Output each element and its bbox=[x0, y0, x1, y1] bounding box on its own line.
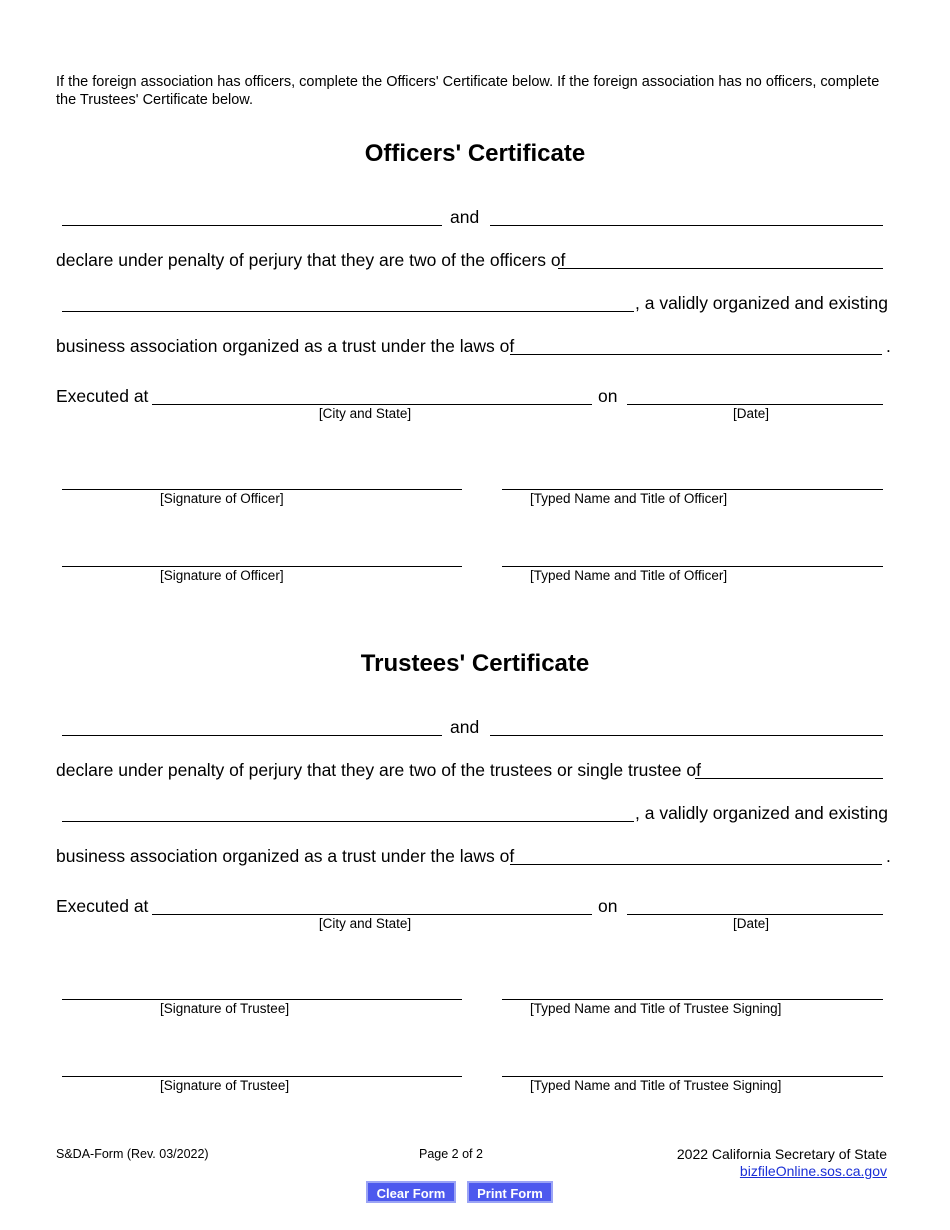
officer-1-name-field[interactable] bbox=[62, 205, 442, 226]
trustees-business-text: business association organized as a trust under the laws of bbox=[56, 846, 515, 866]
clear-form-button[interactable]: Clear Form bbox=[366, 1181, 456, 1203]
officer-2-typed-name-caption: [Typed Name and Title of Officer] bbox=[530, 568, 728, 583]
trustees-association-field[interactable] bbox=[695, 758, 883, 779]
trustees-association-name-field[interactable] bbox=[62, 801, 634, 822]
officers-date-caption: [Date] bbox=[732, 406, 770, 421]
officers-date-field[interactable] bbox=[627, 384, 883, 405]
trustees-city-state-field[interactable] bbox=[152, 894, 592, 915]
trustee-2-typed-name-caption: [Typed Name and Title of Trustee Signing] bbox=[530, 1078, 782, 1093]
trustee-1-signature-field[interactable] bbox=[62, 989, 462, 1000]
trustee-1-typed-name-caption: [Typed Name and Title of Trustee Signing] bbox=[530, 1001, 782, 1016]
officers-and-text: and bbox=[450, 207, 480, 227]
trustee-1-name-field[interactable] bbox=[62, 715, 442, 736]
print-form-button[interactable]: Print Form bbox=[467, 1181, 553, 1203]
officer-2-name-field[interactable] bbox=[490, 205, 883, 226]
trustees-date-field[interactable] bbox=[627, 894, 883, 915]
trustees-laws-of-field[interactable] bbox=[510, 844, 882, 865]
officers-city-caption: [City and State] bbox=[318, 406, 412, 421]
officers-association-field[interactable] bbox=[558, 248, 883, 269]
form-id: S&DA-Form (Rev. 03/2022) bbox=[56, 1147, 209, 1161]
trustees-title: Trustees' Certificate bbox=[360, 650, 590, 677]
trustee-1-typed-name-field[interactable] bbox=[502, 989, 883, 1000]
officers-business-text: business association organized as a trust under the laws of bbox=[56, 336, 515, 356]
trustees-and-text: and bbox=[450, 717, 480, 737]
trustees-executed-at-label: Executed at bbox=[56, 896, 149, 916]
officers-period: . bbox=[886, 336, 891, 356]
officers-city-state-field[interactable] bbox=[152, 384, 592, 405]
officers-executed-at-label: Executed at bbox=[56, 386, 149, 406]
trustees-on-label: on bbox=[598, 896, 618, 916]
trustee-2-signature-caption: [Signature of Trustee] bbox=[160, 1078, 290, 1093]
officer-2-signature-field[interactable] bbox=[62, 556, 462, 567]
trustees-validly-text: , a validly organized and existing bbox=[635, 803, 888, 823]
intro-text: If the foreign association has officers, complete the Officers' Certificate below. If the foreign association has no officers, complete the Trustees' Certificate below. bbox=[56, 74, 880, 108]
trustee-2-signature-field[interactable] bbox=[62, 1066, 462, 1077]
page-number: Page 2 of 2 bbox=[419, 1147, 483, 1161]
trustees-date-caption: [Date] bbox=[732, 916, 770, 931]
officers-on-label: on bbox=[598, 386, 618, 406]
trustee-2-name-field[interactable] bbox=[490, 715, 883, 736]
officer-1-typed-name-field[interactable] bbox=[502, 479, 883, 490]
trustees-declare-text: declare under penalty of perjury that they are two of the trustees or single trustee of bbox=[56, 760, 701, 780]
trustee-2-typed-name-field[interactable] bbox=[502, 1066, 883, 1077]
officer-2-signature-caption: [Signature of Officer] bbox=[160, 568, 284, 583]
officer-2-typed-name-field[interactable] bbox=[502, 556, 883, 567]
trustee-1-signature-caption: [Signature of Trustee] bbox=[160, 1001, 290, 1016]
officers-title: Officers' Certificate bbox=[364, 140, 586, 167]
officer-1-signature-caption: [Signature of Officer] bbox=[160, 491, 284, 506]
trustees-period: . bbox=[886, 846, 891, 866]
officers-validly-text: , a validly organized and existing bbox=[635, 293, 888, 313]
officers-laws-of-field[interactable] bbox=[510, 334, 882, 355]
officer-1-signature-field[interactable] bbox=[62, 479, 462, 490]
trustees-city-caption: [City and State] bbox=[318, 916, 412, 931]
officers-association-name-field[interactable] bbox=[62, 291, 634, 312]
copyright-text: 2022 California Secretary of State bbox=[676, 1146, 887, 1162]
officer-1-typed-name-caption: [Typed Name and Title of Officer] bbox=[530, 491, 728, 506]
officers-declare-text: declare under penalty of perjury that they are two of the officers of bbox=[56, 250, 566, 270]
bizfile-link[interactable]: bizfileOnline.sos.ca.gov bbox=[739, 1163, 887, 1179]
